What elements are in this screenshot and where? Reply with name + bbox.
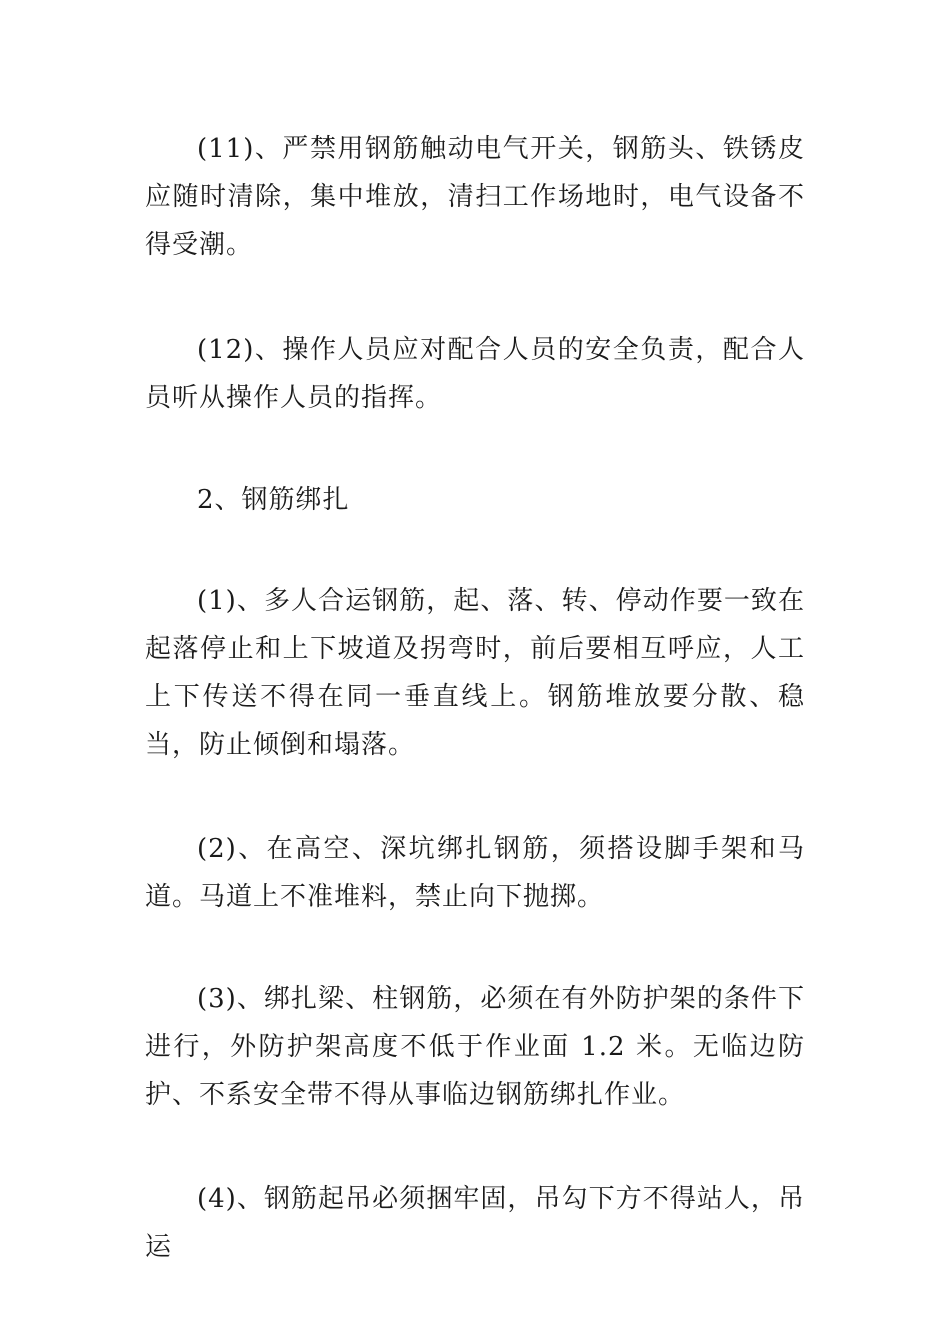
paragraph-1: (1)、多人合运钢筋，起、落、转、停动作要一致在起落停止和上下坡道及拐弯时，前后要相互呼应，人工上下传送不得在同一垂直线上。钢筋堆放要分散、稳当，防止倾倒和塌落。 [145, 586, 805, 760]
section-heading-rebar-tying: 2、钢筋绑扎 [197, 485, 350, 515]
paragraph-11: (11)、严禁用钢筋触动电气开关，钢筋头、铁锈皮应随时清除，集中堆放，清扫工作场地时，电气设备不得受潮。 [145, 134, 805, 260]
paragraph-4: (4)、钢筋起吊必须捆牢固，吊勾下方不得站人，吊运 [145, 1184, 805, 1262]
paragraph-3: (3)、绑扎梁、柱钢筋，必须在有外防护架的条件下进行，外防护架高度不低于作业面 1.2 米。无临边防护、不系安全带不得从事临边钢筋绑扎作业。 [145, 984, 805, 1110]
paragraph-2: (2)、在高空、深坑绑扎钢筋，须搭设脚手架和马道。马道上不准堆料，禁止向下抛掷。 [145, 834, 805, 912]
paragraph-12: (12)、操作人员应对配合人员的安全负责，配合人员听从操作人员的指挥。 [145, 335, 805, 413]
